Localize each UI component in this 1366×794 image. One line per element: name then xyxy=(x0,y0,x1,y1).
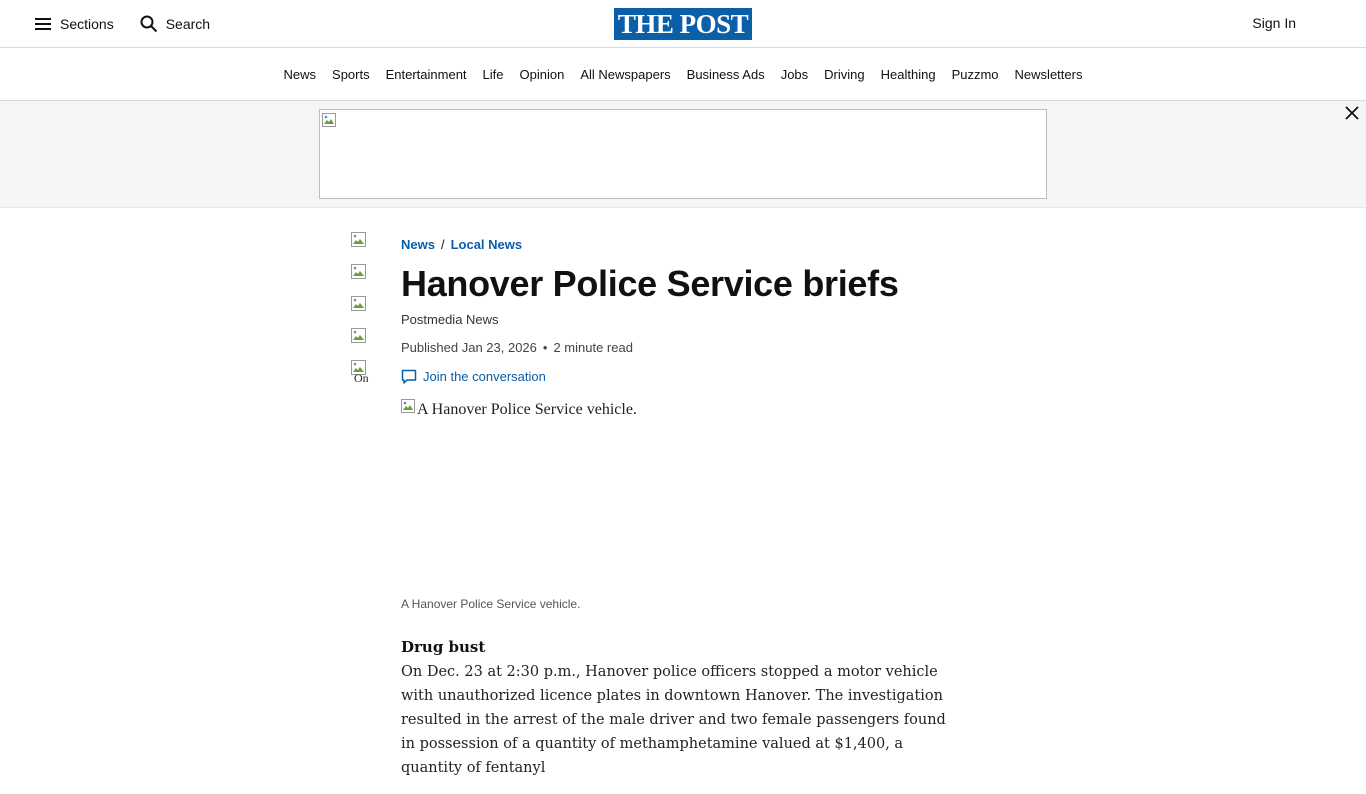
section-heading: Drug bust xyxy=(401,637,486,656)
sign-in-link[interactable]: Sign In xyxy=(1252,15,1296,31)
nav-item-healthing[interactable]: Healthing xyxy=(880,66,936,82)
hero-image-alt: A Hanover Police Service vehicle. xyxy=(417,400,637,418)
nav-item-news[interactable]: News xyxy=(283,66,317,82)
nav-item-driving[interactable]: Driving xyxy=(824,66,865,82)
top-bar xyxy=(0,0,1366,48)
breadcrumb-local-news[interactable]: Local News xyxy=(450,237,523,252)
nav-item-puzzmo[interactable]: Puzzmo xyxy=(951,66,999,82)
hero-image[interactable] xyxy=(401,399,961,589)
nav-item-jobs[interactable]: Jobs xyxy=(780,66,809,82)
separator-dot: • xyxy=(542,339,548,355)
search-icon xyxy=(140,15,158,33)
join-conversation-link[interactable] xyxy=(401,369,961,385)
search-label: Search xyxy=(165,15,211,32)
breadcrumb-news[interactable]: News xyxy=(401,237,435,252)
breadcrumb xyxy=(401,237,961,252)
ad-banner[interactable] xyxy=(319,109,1047,199)
nav-item-sports[interactable]: Sports xyxy=(332,66,370,82)
read-time: 2 minute read xyxy=(553,339,633,355)
breadcrumb-separator: / xyxy=(440,237,445,252)
share-icon-2[interactable] xyxy=(351,264,369,282)
share-icon-5-alt: On xyxy=(354,371,369,382)
broken-image-icon xyxy=(401,399,415,413)
article-paragraph: On Dec. 23 at 2:30 p.m., Hanover police officers stopped a motor vehicle with unauthorized licence plates in downtown Hanover. The investigation resulted in the arrest of the male driver and two female passengers found in possession of a quantity of methamphetamine valued at $1,400, a quantity of fentanyl xyxy=(401,663,946,776)
ad-banner-band xyxy=(0,101,1366,208)
article-title: Hanover Police Service briefs xyxy=(401,263,899,304)
share-icon-5[interactable] xyxy=(351,360,371,382)
nav-item-entertainment[interactable]: Entertainment xyxy=(385,66,467,82)
join-conversation-label: Join the conversation xyxy=(423,369,546,385)
published-date: Published Jan 23, 2026 xyxy=(401,339,537,355)
share-bar xyxy=(351,232,371,387)
share-icon-3[interactable] xyxy=(351,296,369,314)
site-logo[interactable]: THE POST xyxy=(614,8,752,40)
comment-icon xyxy=(401,369,417,385)
image-caption: A Hanover Police Service vehicle. xyxy=(401,596,581,611)
publish-info xyxy=(401,340,961,355)
article xyxy=(401,232,961,794)
close-icon[interactable] xyxy=(1344,105,1360,121)
sections-label: Sections xyxy=(60,15,114,32)
search-button[interactable] xyxy=(140,15,210,33)
top-bar-left xyxy=(34,0,210,47)
broken-image-icon xyxy=(322,113,336,127)
share-icon-4[interactable] xyxy=(351,328,369,346)
menu-icon xyxy=(34,17,52,31)
nav-item-opinion[interactable]: Opinion xyxy=(519,66,565,82)
nav-item-business-ads[interactable]: Business Ads xyxy=(686,66,765,82)
share-icon-1[interactable] xyxy=(351,232,369,250)
sections-button[interactable] xyxy=(34,16,114,32)
nav-item-all-newspapers[interactable]: All Newspapers xyxy=(580,66,671,82)
nav-item-life[interactable]: Life xyxy=(482,66,504,82)
nav-item-newsletters[interactable]: Newsletters xyxy=(1014,66,1083,82)
main-nav xyxy=(0,48,1366,101)
byline[interactable]: Postmedia News xyxy=(401,311,499,327)
